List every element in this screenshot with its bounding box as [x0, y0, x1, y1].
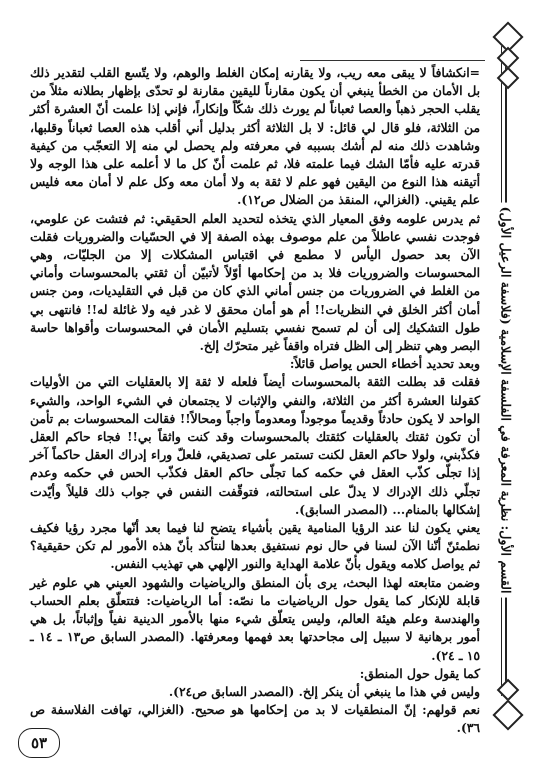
paragraph: =انكشافاً لا يبقى معه ريب، ولا يقارنه إمكان الغلط والوهم، ولا يتّسع القلب لتقدير ذلك بل الأمان من الخطأ ينبغي أن يكون مقارناً لليقين مقارنة لو تحدّى بإظهار بطلانه مثلاً من يقلب الحجر ذهباً والعصا ثعباناً لم يورث ذلك شكّاً وإنكاراً، فإني إذا علمت أنّ العشرة أكثر من الثلاثة، فلو قال لي قائل: لا بل الثلاثة أكثر بدليل أني أقلب هذه العصا ثعباناً وقلبها، وشاهدت ذلك منه لم أشك بسببه في معرفته ولم يحصل لي منه إلا التعجّب من كيفية قدرته عليه فأمّا الشك فيما علمته فلا، ثم علمت أنّ كل ما لا أعلمه على هذا الوجه ولا أتيقنه هذا النوع من اليقين فهو علم لا ثقة به ولا أمان معه وكل علم لا أمان معه فليس علم يقيني. (الغزالي، المنقذ من الضلال ص١٢).: [30, 65, 480, 208]
body-text: [30, 64, 480, 738]
paragraph: ثم يدرس علومه وفق المعيار الذي يتخذه لتحديد العلم الحقيقي: ثم فتشت عن علومي، فوجدت نفسي عاطلاً من علم موصوف بهذه الصفة إلا في الحسّيات والضروريات فقلت الآن بعد حصول اليأس لا مطمع في اقتباس المشكلات إلا من الجليّات، وهي المحسوسات والضروريات فلا بد من إحكامها أوّلاً لأتبيّن أن ثقتي بالمحسوسات وأماني من الغلط في الضروريات من جنس أماني الذي كان من قبل في التقليديات، ومن جنس أمان أكثر الخلق في النظريات!! أم هو أمان محقق لا غدر فيه ولا غائلة له!! فانتهى بي طول التشكيك إلى أن لم تسمح نفسي بتسليم الأمان في المحسوسات وأقواها حاسة البصر وهي تنظر إلى الظل فتراه واقفاً غير متحرّك إلخ.: [30, 210, 480, 354]
page-number: ٥٣: [18, 728, 60, 758]
header-rule: [300, 60, 485, 61]
running-header: القسم الأول: نظرية المعرفة في الفلسفة الإسلامية (فلاسفة الرعيل الأول): [499, 203, 514, 598]
diamond-ornament-icon: [492, 699, 523, 730]
paragraph: كما يقول حول المنطق:: [359, 665, 480, 681]
paragraph: فقلت قد بطلت الثقة بالمحسوسات أيضاً فلعله لا ثقة إلا بالعقليات التي من الأوليات كقولنا العشرة أكثر من الثلاثة، والنفي والإثبات لا يجتمعان في الشيء الواحد، والشيء الواحد لا يكون حادثاً وقديماً موجوداً ومعدوماً واجباً ومحالاً!! فقالت المحسوسات بم تأمن أن تكون ثقتك بالعقليات كثقتك بالمحسوسات وقد كنت واثقاً بي!! فجاء حاكم العقل فكذّبني، ولولا حاكم العقل لكنت تستمر على تصديقي، فلعلّ وراء إدراك العقل حاكماً آخر إذا تجلّى كذّب العقل في حكمه كما تجلّى حاكم العقل فكذّب الحس في حكمه وعدم تجلّي ذلك الإدراك لا يدلّ على استحالته، فتوقّفت النفس في جواب ذلك قليلاً وأيّدت إشكالها بالمنام... (المصدر السابق).: [30, 374, 480, 517]
paragraph: وليس في هذا ما ينبغي أن ينكر إلخ. (المصدر السابق ص٢٤).: [168, 683, 480, 699]
paragraph: وبعد تحديد أخطاء الحس يواصل قائلاً:: [289, 356, 480, 372]
paragraph: يعني يكون لنا عند الرؤيا المنامية يقين بأشياء يتضح لنا فيما بعد أنّها مجرد رؤيا فكيف نطمئنّ أنّنا الآن لسنا في حال نوم نستفيق بعدها لنتأكد بأنّ هذه الأمور لم تكن حقيقية؟ ثم يواصل كلامه ويقول بأنّ علامة الهداية والنور الإلهي هي تهذيب النفس.: [30, 520, 480, 572]
paragraph: نعم قولهم: إنّ المنطقيات لا بد من إحكامها هو صحيح. (الغزالي، تهافت الفلاسفة ص ٣٦).: [30, 702, 480, 736]
paragraph: وضمن متابعته لهذا البحث، يرى بأن المنطق والرياضيات والشهود العيني هي علوم غير قابلة للإنكار كما يقول حول الرياضيات ما نصّه: أما الرياضيات: فتتعلّق بعلم الحساب والهندسة وعلم هيئة العالم، وليس يتعلّق شيء منها بالأمور الدينية نفياً وإثباتاً، بل هي أمور برهانية لا سبيل إلى مجاحدتها بعد فهمها ومعرفتها. (المصدر السابق ص١٣ ـ ١٤ ـ ١٥ ـ ٢٤).: [30, 574, 480, 663]
